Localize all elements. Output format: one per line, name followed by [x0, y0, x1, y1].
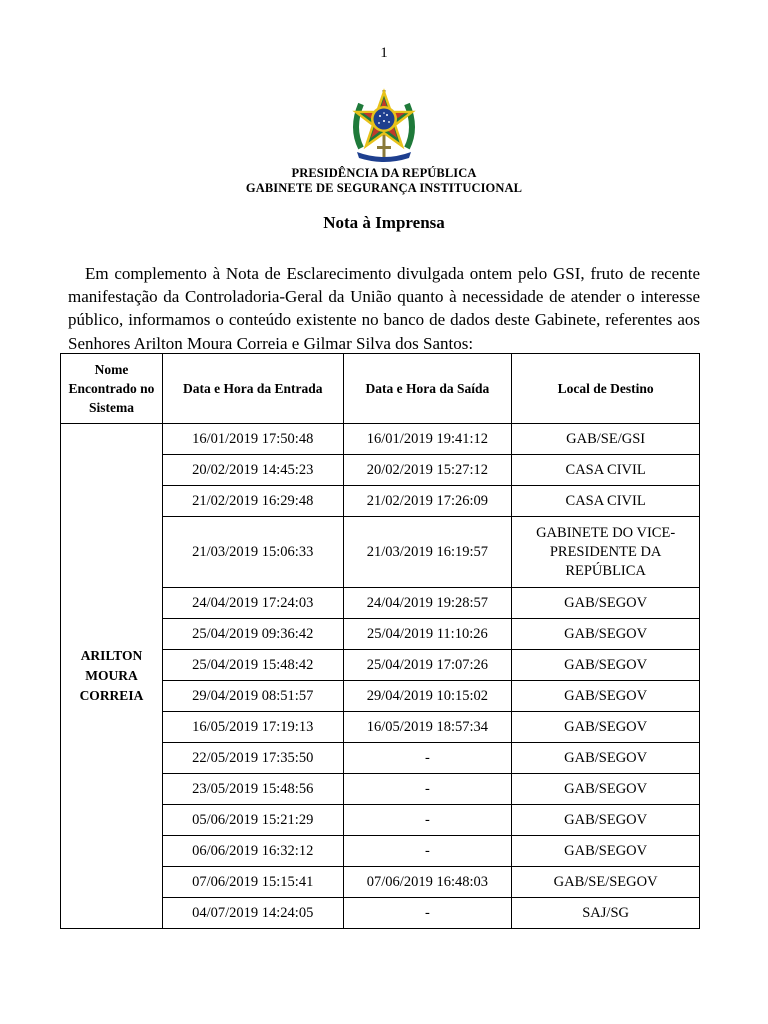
entry-cell: 22/05/2019 17:35:50	[162, 743, 343, 774]
entry-cell: 29/04/2019 08:51:57	[162, 681, 343, 712]
destination-cell: GAB/SE/SEGOV	[512, 867, 700, 898]
header-destination: Local de Destino	[512, 354, 700, 424]
destination-cell: GAB/SEGOV	[512, 836, 700, 867]
visits-table	[60, 353, 700, 929]
org-name-gsi: GABINETE DE SEGURANÇA INSTITUCIONAL	[245, 181, 523, 195]
entry-cell: 21/02/2019 16:29:48	[162, 486, 343, 517]
destination-cell: GAB/SEGOV	[512, 619, 700, 650]
exit-cell: -	[343, 836, 512, 867]
entry-cell: 16/01/2019 17:50:48	[162, 424, 343, 455]
exit-cell: -	[343, 743, 512, 774]
brazil-coat-of-arms-icon	[349, 88, 419, 164]
entry-cell: 23/05/2019 15:48:56	[162, 774, 343, 805]
entry-cell: 25/04/2019 15:48:42	[162, 650, 343, 681]
page-number: 1	[380, 45, 388, 61]
header-name: Nome Encontrado no Sistema	[61, 354, 163, 424]
destination-cell: GAB/SEGOV	[512, 712, 700, 743]
entry-cell: 20/02/2019 14:45:23	[162, 455, 343, 486]
destination-cell: SAJ/SG	[512, 898, 700, 929]
entry-cell: 24/04/2019 17:24:03	[162, 588, 343, 619]
exit-cell: 16/05/2019 18:57:34	[343, 712, 512, 743]
destination-cell: GAB/SEGOV	[512, 743, 700, 774]
exit-cell: 25/04/2019 17:07:26	[343, 650, 512, 681]
person-name: ARILTON MOURA CORREIA	[61, 424, 163, 929]
table-row	[61, 424, 700, 455]
exit-cell: 24/04/2019 19:28:57	[343, 588, 512, 619]
table-header-row	[61, 354, 700, 424]
destination-cell: GAB/SEGOV	[512, 805, 700, 836]
entry-cell: 06/06/2019 16:32:12	[162, 836, 343, 867]
exit-cell: 21/03/2019 16:19:57	[343, 517, 512, 588]
entry-cell: 07/06/2019 15:15:41	[162, 867, 343, 898]
header-exit: Data e Hora da Saída	[343, 354, 512, 424]
exit-cell: 29/04/2019 10:15:02	[343, 681, 512, 712]
destination-cell: GAB/SEGOV	[512, 588, 700, 619]
destination-cell: GAB/SE/GSI	[512, 424, 700, 455]
exit-cell: 20/02/2019 15:27:12	[343, 455, 512, 486]
exit-cell: -	[343, 774, 512, 805]
intro-paragraph: Em complemento à Nota de Esclarecimento divulgada ontem pelo GSI, fruto de recente manifestação da Controladoria-Geral da União quanto à necessidade de atender o interesse público, informamos o conteúdo existente no banco de dados deste Gabinete, referentes aos Senhores Arilton Moura Correia e Gilmar Silva dos Santos:	[68, 264, 700, 353]
document-title: Nota à Imprensa	[323, 213, 445, 232]
destination-cell: GAB/SEGOV	[512, 650, 700, 681]
entry-cell: 25/04/2019 09:36:42	[162, 619, 343, 650]
exit-cell: -	[343, 898, 512, 929]
exit-cell: 25/04/2019 11:10:26	[343, 619, 512, 650]
entry-cell: 21/03/2019 15:06:33	[162, 517, 343, 588]
entry-cell: 04/07/2019 14:24:05	[162, 898, 343, 929]
destination-cell: GAB/SEGOV	[512, 774, 700, 805]
destination-cell: GAB/SEGOV	[512, 681, 700, 712]
entry-cell: 16/05/2019 17:19:13	[162, 712, 343, 743]
destination-cell: CASA CIVIL	[512, 455, 700, 486]
entry-cell: 05/06/2019 15:21:29	[162, 805, 343, 836]
exit-cell: 07/06/2019 16:48:03	[343, 867, 512, 898]
header-entry: Data e Hora da Entrada	[162, 354, 343, 424]
exit-cell: 16/01/2019 19:41:12	[343, 424, 512, 455]
destination-cell: GABINETE DO VICE-PRESIDENTE DA REPÚBLICA	[512, 517, 700, 588]
exit-cell: -	[343, 805, 512, 836]
org-name-presidency: PRESIDÊNCIA DA REPÚBLICA	[291, 166, 477, 180]
destination-cell: CASA CIVIL	[512, 486, 700, 517]
exit-cell: 21/02/2019 17:26:09	[343, 486, 512, 517]
